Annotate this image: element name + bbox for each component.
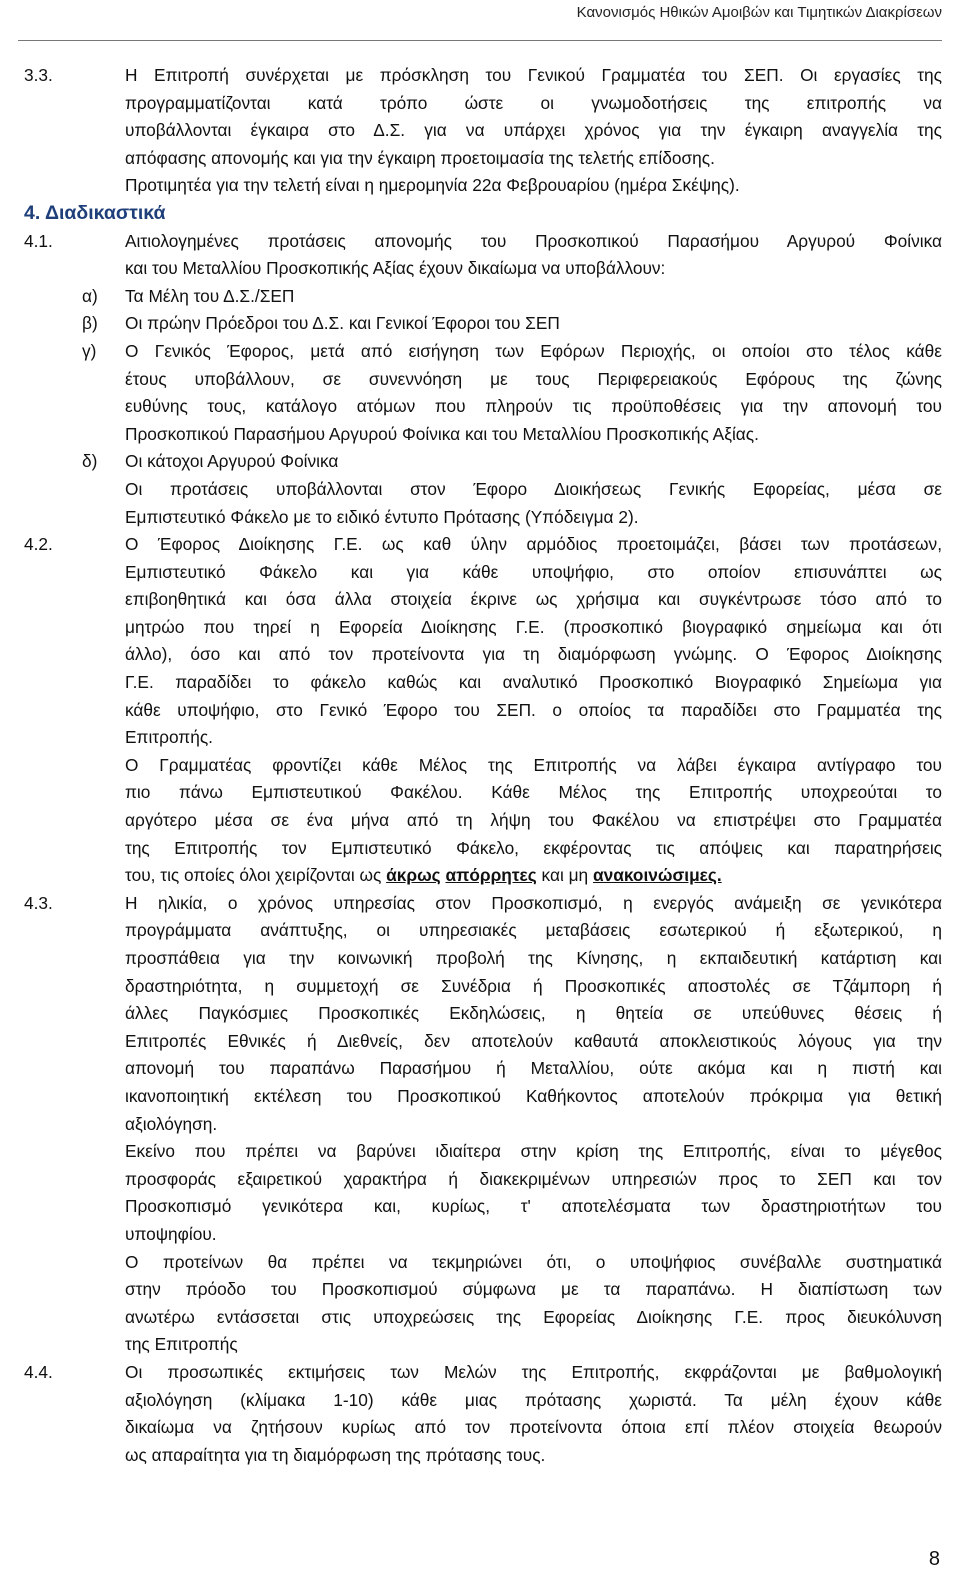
list-item-text: Προσκοπικού Παρασήμου Αργυρού Φοίνικα και του Μεταλλίου Προσκοπικής Αξίας. — [125, 423, 759, 444]
clause-text: Οι προσωπικές εκτιμήσεις των Μελών της Επιτροπής, εκφράζονται με βαθμολογική — [125, 1361, 942, 1382]
clause-text: υποψηφίου. — [125, 1223, 217, 1244]
clause-text: στην πρόοδο του Προσκοπισμού σύμφωνα με τα παραπάνω. Η διαπίστωση των — [125, 1279, 942, 1300]
clause-number: 4.2. — [24, 534, 53, 555]
page-number: 8 — [928, 1548, 940, 1570]
paragraph-3-3-line — [24, 62, 942, 90]
clause-number: 4.4. — [24, 1361, 53, 1382]
paragraph-3-3-line — [24, 145, 942, 173]
clause-text: και του Μεταλλίου Προσκοπικής Αξίας έχουν δικαίωμα να υποβάλλουν: — [125, 258, 666, 279]
clause-text: ικανοποιητική εκτέλεση του Προσκοπικού Καθήκοντος αποτελούν πρόκριμα για θετική — [125, 1085, 942, 1106]
clause-number: 4.1. — [24, 230, 53, 251]
paragraph-4-3-line — [24, 1331, 942, 1359]
paragraph-4-3-line — [24, 917, 942, 945]
paragraph-4-4-line — [24, 1442, 942, 1470]
clause-text: Προσκοπισμό γενικότερα και, κυρίως, τ' αποτελέσματα των δραστηριοτήτων του — [125, 1196, 942, 1217]
clause-text: άλλο), όσο και από τον προτείνοντα για τη διαμόρφωση γνώμης. Ο Έφορος Διοίκησης — [125, 644, 942, 665]
list-marker: β) — [82, 313, 98, 334]
clause-text: κάθε υποψήφιο, στο Γενικό Έφορο του ΣΕΠ. ο οποίος τα παραδίδει στο Γραμματέα της — [125, 699, 942, 720]
emphasis-underlined: απόρρητες — [445, 865, 537, 886]
paragraph-4-3-line — [24, 1083, 942, 1111]
clause-text: της Επιτροπής τον Εμπιστευτικό Φάκελο, εκφέροντας τις απόψεις και παρατηρήσεις — [125, 837, 942, 858]
list-item-text: Ο Γενικός Έφορος, μετά από εισήγηση των Εφόρων Περιοχής, οι οποίοι στο τέλος κάθε — [125, 340, 942, 361]
paragraph-4-2-line — [24, 559, 942, 587]
clause-text: προγράμματα ανάπτυξης, οι υπηρεσιακές μεταβάσεις εσωτερικού ή εξωτερικού, η — [125, 920, 942, 941]
clause-text: Η Επιτροπή συνέρχεται με πρόσκληση του Γενικού Γραμματέα του ΣΕΠ. Οι εργασίες της — [125, 65, 942, 85]
list-item — [24, 338, 942, 366]
paragraph-3-3-line — [24, 90, 942, 118]
list-item-line — [24, 476, 942, 504]
paragraph-4-3-line — [24, 1221, 942, 1249]
clause-text: αργότερο μέσα σε ένα μήνα από τη λήψη του Φακέλου να επιστρέψει στο Γραμματέα — [125, 810, 942, 831]
paragraph-4-2-line — [24, 807, 942, 835]
clause-text: προγραμματίζονται κατά τρόπο ώστε οι γνωμοδοτήσεις της επιτροπής να — [125, 92, 942, 113]
document-body — [24, 62, 942, 1469]
header-divider — [18, 40, 942, 41]
paragraph-4-3-line — [24, 1276, 942, 1304]
list-marker: γ) — [82, 340, 97, 361]
clause-text: της Επιτροπής — [125, 1334, 238, 1355]
clause-text: Επιτροπές Εθνικές ή Διεθνείς, δεν αποτελούν καθαυτά αποκλειστικούς λόγους για την — [125, 1030, 942, 1051]
paragraph-4-2-line — [24, 586, 942, 614]
clause-text: Εκείνο που πρέπει να βαρύνει ιδιαίτερα στην κρίση της Επιτροπής, είναι το μέγεθος — [125, 1141, 942, 1162]
paragraph-3-3-line — [24, 172, 942, 200]
paragraph-4-2-line — [24, 614, 942, 642]
paragraph-4-3-line — [24, 1000, 942, 1028]
list-item — [24, 310, 942, 338]
clause-text: Ο προτείνων θα πρέπει να τεκμηριώνει ότι, ο υποψήφιος συνέβαλλε συστηματικά — [125, 1251, 942, 1272]
clause-text: άλλες Παγκόσμιες Προσκοπικές Εκδηλώσεις, η θητεία σε υπεύθυνες θέσεις ή — [125, 1003, 942, 1024]
clause-text — [125, 862, 942, 890]
list-marker: δ) — [82, 451, 98, 472]
list-item-text: έτους υποβάλλουν, σε συνεννόηση με τους Περιφερειακούς Εφόρους της ζώνης — [125, 368, 942, 389]
clause-text: προσπάθεια για την κοινωνική προβολή της Κίνησης, η εκπαιδευτική κατάρτιση και — [125, 948, 942, 968]
paragraph-4-3-line — [24, 1028, 942, 1056]
emphasis-underlined: άκρως — [386, 865, 441, 886]
clause-text: δραστηριότητα, η συμμετοχή σε Συνέδρια ή Προσκοπικές αποστολές σε Τζάμπορη ή — [125, 975, 942, 996]
emphasis-underlined: ανακοινώσιμες. — [592, 865, 722, 886]
clause-text: Εμπιστευτικό Φάκελο και για κάθε υποψήφιο, στο οποίον επισυνάπτει ως — [125, 561, 942, 582]
clause-text: αξιολόγηση. — [125, 1113, 218, 1134]
clause-text: Αιτιολογημένες προτάσεις απονομής του Προσκοπικού Παρασήμου Αργυρού Φοίνικα — [125, 230, 942, 251]
paragraph-4-3-line — [24, 1166, 942, 1194]
list-item-text: Εμπιστευτικό Φάκελο με το ειδικό έντυπο Πρότασης (Υπόδειγμα 2). — [125, 506, 639, 527]
clause-text: Επιτροπής. — [125, 727, 213, 748]
clause-text: μητρώο που τηρεί η Εφορεία Διοίκησης Γ.Ε. (προσκοπικό βιογραφικό σημείωμα και ότι — [125, 616, 942, 637]
paragraph-4-3-line — [24, 1304, 942, 1332]
list-item-line — [24, 393, 942, 421]
list-item-text: Τα Μέλη του Δ.Σ./ΣΕΠ — [125, 285, 295, 306]
paragraph-4-3-line — [24, 890, 942, 918]
list-item-line — [24, 504, 942, 532]
paragraph-4-2-line — [24, 752, 942, 780]
clause-number: 3.3. — [24, 65, 53, 85]
list-item-text: ευθύνης τους, κατάλογο ατόμων που πληρούν τις προϋποθέσεις για την απονομή του — [125, 396, 942, 417]
clause-text: Η ηλικία, ο χρόνος υπηρεσίας στον Προσκοπισμό, η ενεργός ανάμειξη σε γενικότερα — [125, 892, 942, 913]
paragraph-4-3-line — [24, 1111, 942, 1139]
paragraph-4-3-line — [24, 973, 942, 1001]
clause-text: δικαίωμα να ζητήσουν κυρίως από τον προτείνοντα όποια επί πλέον στοιχεία θεωρούν — [125, 1417, 942, 1438]
paragraph-4-1-line — [24, 228, 942, 256]
clause-text: Ο Γραμματέας φροντίζει κάθε Μέλος της Επιτροπής να λάβει έγκαιρα αντίγραφο του — [125, 754, 942, 775]
paragraph-4-1-line — [24, 255, 942, 283]
clause-text: ανωτέρω εντάσσεται στις υποχρεώσεις της Εφορείας Διοίκησης Γ.Ε. προς διευκόλυνση — [125, 1306, 942, 1327]
section-heading — [24, 200, 942, 228]
paragraph-4-3-line — [24, 1193, 942, 1221]
list-item-text: Οι κάτοχοι Αργυρού Φοίνικα — [125, 451, 339, 472]
clause-text: πιο πάνω Εμπιστευτικού Φακέλου. Κάθε Μέλος της Επιτροπής υποχρεούται το — [125, 782, 942, 803]
section-title: 4. Διαδικαστικά — [24, 201, 166, 224]
paragraph-4-2-line — [24, 697, 942, 725]
text-run: του, τις οποίες όλοι χειρίζονται ως — [125, 865, 387, 886]
paragraph-3-3-line — [24, 117, 942, 145]
paragraph-4-2-line — [24, 862, 942, 890]
clause-text: Γ.Ε. παραδίδει το φάκελο καθώς και αναλυτικό Προσκοπικό Βιογραφικό Σημείωμα για — [125, 672, 942, 693]
clause-text: απονομή του παραπάνω Παρασήμου ή Μεταλλίου, ούτε ακόμα και η πιστή και — [125, 1058, 942, 1079]
clause-text: αξιολόγηση (κλίμακα 1-10) κάθε μιας πρότασης χωριστά. Τα μέλη έχουν κάθε — [125, 1389, 942, 1410]
clause-number: 4.3. — [24, 892, 53, 913]
paragraph-4-2-line — [24, 835, 942, 863]
list-item-text: Οι προτάσεις υποβάλλονται στον Έφορο Διοικήσεως Γενικής Εφορείας, μέσα σε — [125, 478, 942, 499]
paragraph-4-2-line — [24, 669, 942, 697]
clause-text: Ο Έφορος Διοίκησης Γ.Ε. ως καθ ύλην αρμόδιος προετοιμάζει, βάσει των προτάσεων, — [125, 534, 942, 555]
running-header: Κανονισμός Ηθικών Αμοιβών και Τιμητικών Διακρίσεων — [576, 4, 942, 21]
paragraph-4-4-line — [24, 1387, 942, 1415]
paragraph-4-2-line — [24, 779, 942, 807]
clause-text: υποβάλλονται έγκαιρα στο Δ.Σ. για να υπάρχει χρόνος για την έγκαιρη αναγγελία της — [125, 120, 942, 141]
clause-text: επιβοηθητικά και όσα άλλα στοιχεία έκρινε ως χρήσιμα και συγκέντρωσε τόσο από το — [125, 589, 942, 610]
paragraph-4-2-line — [24, 531, 942, 559]
paragraph-4-4-line — [24, 1359, 942, 1387]
list-marker: α) — [82, 285, 98, 306]
paragraph-4-3-line — [24, 1249, 942, 1277]
paragraph-4-3-line — [24, 1055, 942, 1083]
clause-text: απόφασης απονομής και για την έγκαιρη προετοιμασία της τελετής επίδοσης. — [125, 147, 715, 168]
paragraph-4-4-line — [24, 1414, 942, 1442]
paragraph-4-3-line — [24, 945, 942, 973]
paragraph-4-3-line — [24, 1138, 942, 1166]
paragraph-4-2-line — [24, 641, 942, 669]
list-item-line — [24, 421, 942, 449]
list-item — [24, 448, 942, 476]
list-item-line — [24, 366, 942, 394]
clause-text: Προτιμητέα για την τελετή είναι η ημερομηνία 22α Φεβρουαρίου (ημέρα Σκέψης). — [125, 175, 740, 196]
list-item-text: Οι πρώην Πρόεδροι του Δ.Σ. και Γενικοί Έφοροι του ΣΕΠ — [125, 313, 560, 334]
text-run: και μη — [536, 865, 593, 886]
clause-text: ως απαραίτητα για τη διαμόρφωση της πρότασης τους. — [125, 1444, 546, 1465]
paragraph-4-2-line — [24, 724, 942, 752]
list-item — [24, 283, 942, 311]
clause-text: προσφοράς εξαιρετικού χαρακτήρα ή διακεκριμένων υπηρεσιών προς το ΣΕΠ και τον — [125, 1168, 942, 1189]
